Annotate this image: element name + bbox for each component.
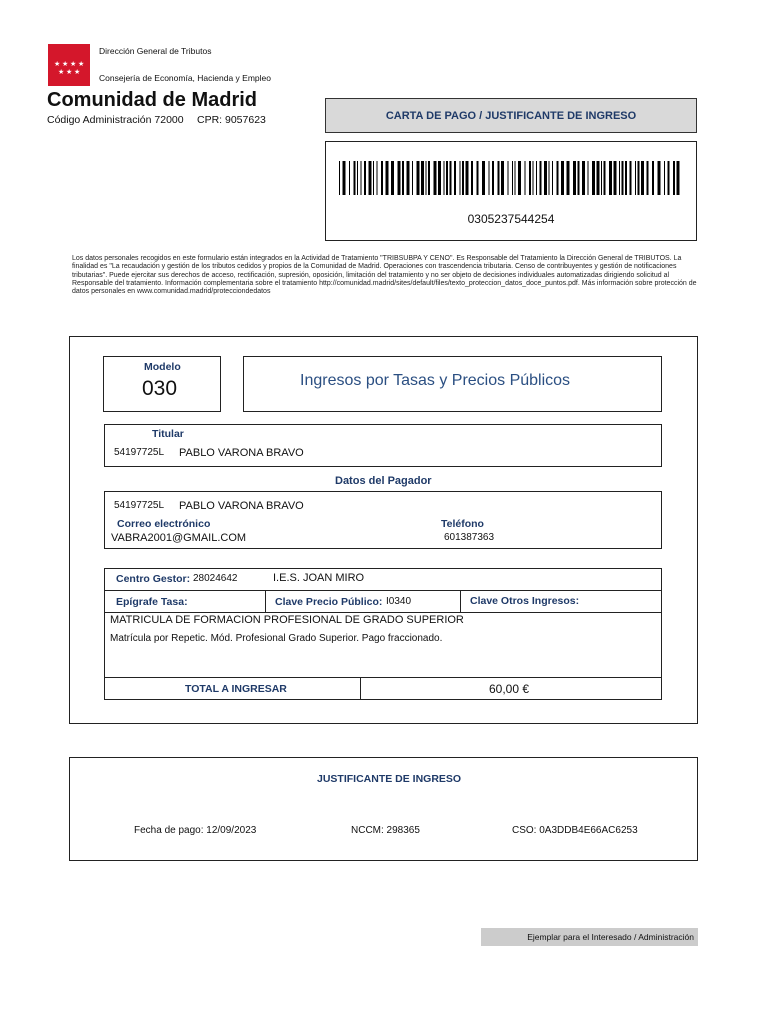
fecha-pago: Fecha de pago: 12/09/2023 (134, 825, 257, 836)
footer-copy-label: Ejemplar para el Interesado / Administración (481, 928, 698, 946)
dept-line1: Dirección General de Tributos (99, 46, 212, 56)
svg-text:★: ★ (78, 60, 85, 68)
admin-code: Código Administración 72000 (47, 114, 184, 126)
justificante-title: JUSTIFICANTE DE INGRESO (317, 773, 462, 785)
madrid-stars-icon (48, 44, 90, 86)
cpr-code: CPR: 9057623 (197, 114, 266, 126)
modelo-box (103, 356, 221, 412)
svg-text:★: ★ (74, 68, 81, 76)
pagador-phone: 601387363 (444, 532, 495, 543)
barcode-number: 0305237544254 (467, 212, 555, 226)
centro-code: 28024642 (193, 573, 238, 584)
titular-box (104, 424, 662, 467)
modelo-value: 030 (142, 377, 178, 400)
claves-row (104, 590, 662, 613)
epigrafe-label: Epígrafe Tasa: (116, 596, 188, 608)
pagador-name: PABLO VARONA BRAVO (179, 500, 304, 512)
pagador-section-label: Datos del Pagador (335, 475, 432, 487)
madrid-logo (48, 44, 90, 86)
svg-text:★: ★ (58, 68, 65, 76)
centro-box (104, 568, 662, 591)
nccm: NCCM: 298365 (351, 825, 420, 836)
description-line2: Matrícula por Repetic. Mód. Profesional Grado Superior. Pago fraccionado. (110, 633, 443, 644)
clave-precio-value: I0340 (386, 596, 412, 607)
divider (460, 591, 461, 612)
titular-name: PABLO VARONA BRAVO (179, 447, 304, 459)
divider (265, 591, 266, 612)
titular-nif: 54197725L (114, 447, 165, 458)
modelo-label: Modelo (144, 361, 181, 373)
total-row (104, 677, 662, 700)
svg-text:★: ★ (66, 68, 73, 76)
barcode-icon (339, 161, 685, 197)
email-label: Correo electrónico (117, 518, 211, 530)
titular-label: Titular (152, 428, 184, 440)
clave-otros-label: Clave Otros Ingresos: (470, 595, 580, 607)
barcode-box (325, 141, 697, 241)
privacy-notice: Los datos personales recogidos en este formulario están integrados en la Actividad de Tratamiento "TRIBSUBPA Y CENO". Es Responsable del Tratamiento la Dirección General de TRIBUTOS. La finalidad es "La recaudación y gestión de los tributos cedidos y propios de la Comunidad de Madrid. Operaciones con trascendencia tributaria. Censo de contribuyentes y gestión de notificaciones tributarias". Puede ejercitar sus derechos de acceso, rectificación, supresión, oposición, limitación del tratamiento y no ser objeto de decisiones individuales automatizadas dirigiendo solicitud al Responsable del tratamiento. Información complementaria sobre el tratamiento http://comunidad.madrid/sites/default/files/texto_proteccion_datos_doce_puntos.pdf. Más información sobre protección de datos personales en www.comunidad.madrid/protecciondedatos (72, 255, 697, 296)
cso: CSO: 0A3DDB4E66AC6253 (512, 825, 638, 836)
divider (360, 678, 361, 699)
centro-label: Centro Gestor: (116, 573, 191, 585)
document-title: CARTA DE PAGO / JUSTIFICANTE DE INGRESO (325, 98, 697, 133)
phone-label: Teléfono (441, 518, 484, 530)
entity-name: Comunidad de Madrid (47, 89, 257, 111)
concept-box (243, 356, 662, 412)
dept-line2: Consejería de Economía, Hacienda y Empleo (99, 73, 271, 83)
pagador-nif: 54197725L (114, 500, 165, 511)
clave-precio-label: Clave Precio Público: (275, 596, 383, 608)
pagador-email: VABRA2001@GMAIL.COM (111, 532, 247, 544)
description-line1: MATRICULA DE FORMACION PROFESIONAL DE GRADO SUPERIOR (110, 614, 464, 626)
svg-text:★: ★ (62, 60, 69, 68)
pagador-box (104, 491, 662, 549)
total-label: TOTAL A INGRESAR (185, 683, 287, 695)
svg-text:★: ★ (54, 60, 61, 68)
concept-title: Ingresos por Tasas y Precios Públicos (300, 372, 571, 389)
justificante-box (69, 757, 698, 861)
total-value: 60,00 € (489, 682, 530, 696)
centro-name: I.E.S. JOAN MIRO (273, 572, 365, 584)
description-box (104, 612, 662, 678)
svg-text:★: ★ (70, 60, 77, 68)
